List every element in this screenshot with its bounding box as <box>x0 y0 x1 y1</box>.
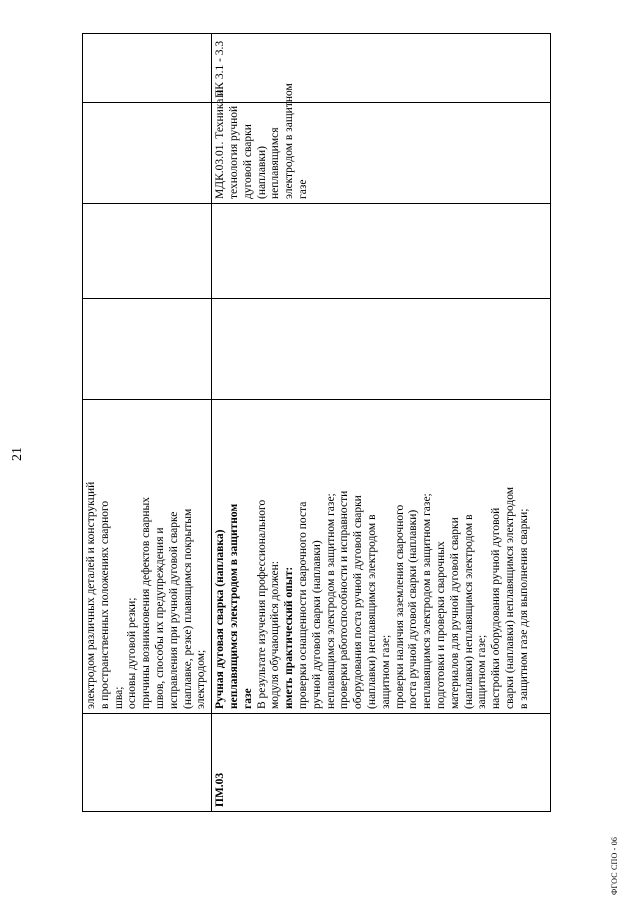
competencies-cell <box>83 34 212 103</box>
content-line: материалов для ручной дуговой сварки <box>448 517 461 709</box>
content-line: подготовки и проверки сварочных <box>434 541 447 709</box>
competencies-cell: ПК 3.1 - 3.3 <box>212 34 551 103</box>
content-line: исправления при ручной дуговой сварке <box>167 511 180 709</box>
mdk-line: технология ручной <box>227 105 240 199</box>
content-cell <box>83 400 212 714</box>
content-line: неплавящимся электродом в защитном газе; <box>421 493 434 709</box>
mdk-line: неплавящимся <box>269 127 282 199</box>
content-line: швов, способы их предупреждения и <box>153 527 166 709</box>
table-row <box>212 34 551 812</box>
content-line: проверки работоспособности и исправности <box>338 490 351 709</box>
mdk-line: дуговой сварки <box>241 124 254 199</box>
footer-code: ФГОС СПО - 06 <box>610 836 619 895</box>
code-cell: ПМ.03 <box>212 714 551 812</box>
hours-cell <box>212 204 551 299</box>
content-line: электродом; <box>195 649 208 709</box>
content-line: в пространственных положениях сварного <box>98 500 111 709</box>
content-line: оборудования поста ручной дуговой сварки <box>352 495 365 709</box>
mdk-cell <box>212 83 551 204</box>
content-line: (наплавке, резке) плавящимся покрытым <box>181 508 194 709</box>
module-title-line: газе <box>241 688 254 709</box>
content-line: настройки оборудования ручной дуговой <box>490 507 503 709</box>
module-title-line: Ручная дуговая сварка (наплавка) <box>214 529 227 709</box>
hours-cell <box>83 299 212 400</box>
content-line: шва; <box>112 686 125 709</box>
content-line: неплавящимся электродом в защитном газе; <box>324 493 337 709</box>
content-line: (наплавки) неплавящимся электродом в <box>365 514 378 709</box>
content-cell <box>212 400 551 714</box>
mdk-line: МДК.03.01. Техника и <box>214 89 227 199</box>
code-cell <box>83 714 212 812</box>
content-line: электродом различных деталей и конструкций <box>85 481 97 709</box>
mdk-line: газе <box>296 179 309 199</box>
mdk-line: электродом в защитном <box>283 83 296 199</box>
content-line: ручной дуговой сварки (наплавки) <box>310 540 323 709</box>
mdk-line: (наплавки) <box>255 146 268 199</box>
content-line: сварки (наплавки) неплавящимся электродом <box>503 486 516 709</box>
page-number: 21 <box>10 447 25 461</box>
mdk-cell <box>83 103 212 204</box>
content-line: проверки оснащенности сварочного поста <box>296 501 309 709</box>
table-row <box>83 34 212 812</box>
content-line: (наплавки) неплавящимся электродом в <box>462 514 475 709</box>
curriculum-table <box>82 33 551 812</box>
content-line: в защитном газе для выполнения сварки; <box>517 508 530 709</box>
content-line: причины возникновения дефектов сварных <box>140 496 153 709</box>
content-line: В результате изучения профессионального <box>255 499 268 709</box>
experience-heading: иметь практический опыт: <box>283 566 296 709</box>
hours-cell <box>212 299 551 400</box>
module-title-line: неплавящимся электродом в защитном <box>227 503 240 709</box>
content-line: защитном газе; <box>379 634 392 709</box>
content-line: модуля обучающийся должен: <box>269 561 282 709</box>
hours-cell <box>83 204 212 299</box>
content-line: основы дуговой резки; <box>126 597 139 709</box>
content-line: поста ручной дуговой сварки (наплавки) <box>407 509 420 709</box>
content-line: защитном газе; <box>476 634 489 709</box>
content-line: проверки наличия заземления сварочного <box>393 504 406 709</box>
